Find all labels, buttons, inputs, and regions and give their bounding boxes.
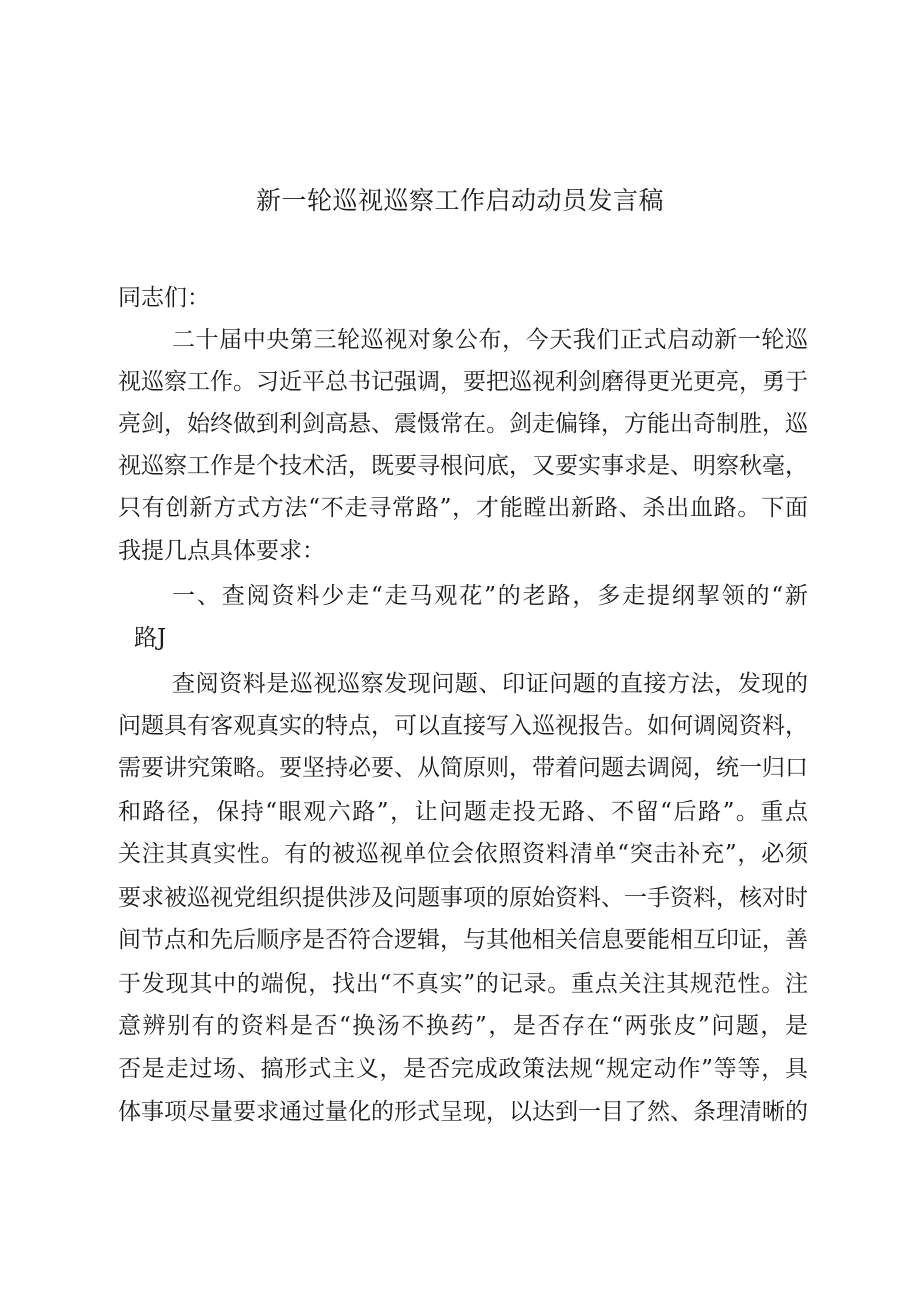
heading-line: 一、查阅资料少走“走马观花”的老路，多走提纲挈领的“新	[172, 583, 808, 609]
paragraph-line: 二十届中央第三轮巡视对象公布，今天我们正式启动新一轮巡	[172, 327, 808, 353]
paragraph-line: 只有创新方式方法“不走寻常路”，才能瞠出新路、杀出血路。下面	[118, 495, 808, 521]
salutation: 同志们：	[118, 285, 210, 311]
paragraph-line: 和路径，保持“眼观六路”，让问题走投无路、不留“后路”。重点	[118, 799, 808, 825]
paragraph-line: 需要讲究策略。要坚持必要、从简原则，带着问题去调阅，统一归口	[118, 755, 808, 781]
document-title: 新一轮巡视巡察工作启动动员发言稿	[255, 186, 664, 215]
paragraph-line: 否是走过场、搞形式主义，是否完成政策法规“规定动作”等等，具	[118, 1056, 808, 1082]
paragraph-line: 体事项尽量要求通过量化的形式呈现，以达到一目了然、条理清晰的	[118, 1099, 808, 1125]
paragraph-line: 意辨别有的资料是否“换汤不换药”，是否存在“两张皮”问题，是	[118, 1013, 808, 1039]
paragraph-line: 我提几点具体要求：	[118, 538, 325, 564]
paragraph-line: 关注其真实性。有的被巡视单位会依照资料清单“突击补充”，必须	[118, 841, 808, 867]
paragraph-line: 视巡察工作是个技术活，既要寻根问底，又要实事求是、明察秋毫，	[118, 453, 808, 479]
paragraph-line: 视巡察工作。习近平总书记强调，要把巡视利剑磨得更光更亮，勇于	[118, 369, 808, 395]
paragraph-line: 要求被巡视党组织提供涉及问题事项的原始资料、一手资料，核对时	[118, 885, 808, 911]
paragraph-line: 查阅资料是巡视巡察发现问题、印证问题的直接方法，发现的	[172, 671, 808, 697]
heading-line: 路J	[134, 625, 167, 651]
paragraph-line: 亮剑，始终做到利剑高悬、震慑常在。剑走偏锋，方能出奇制胜，巡	[118, 411, 808, 437]
paragraph-line: 间节点和先后顺序是否符合逻辑，与其他相关信息要能相互印证，善	[118, 927, 808, 953]
paragraph-line: 问题具有客观真实的特点，可以直接写入巡视报告。如何调阅资料，	[118, 713, 808, 739]
paragraph-line: 于发现其中的端倪，找出“不真实”的记录。重点关注其规范性。注	[118, 971, 808, 997]
